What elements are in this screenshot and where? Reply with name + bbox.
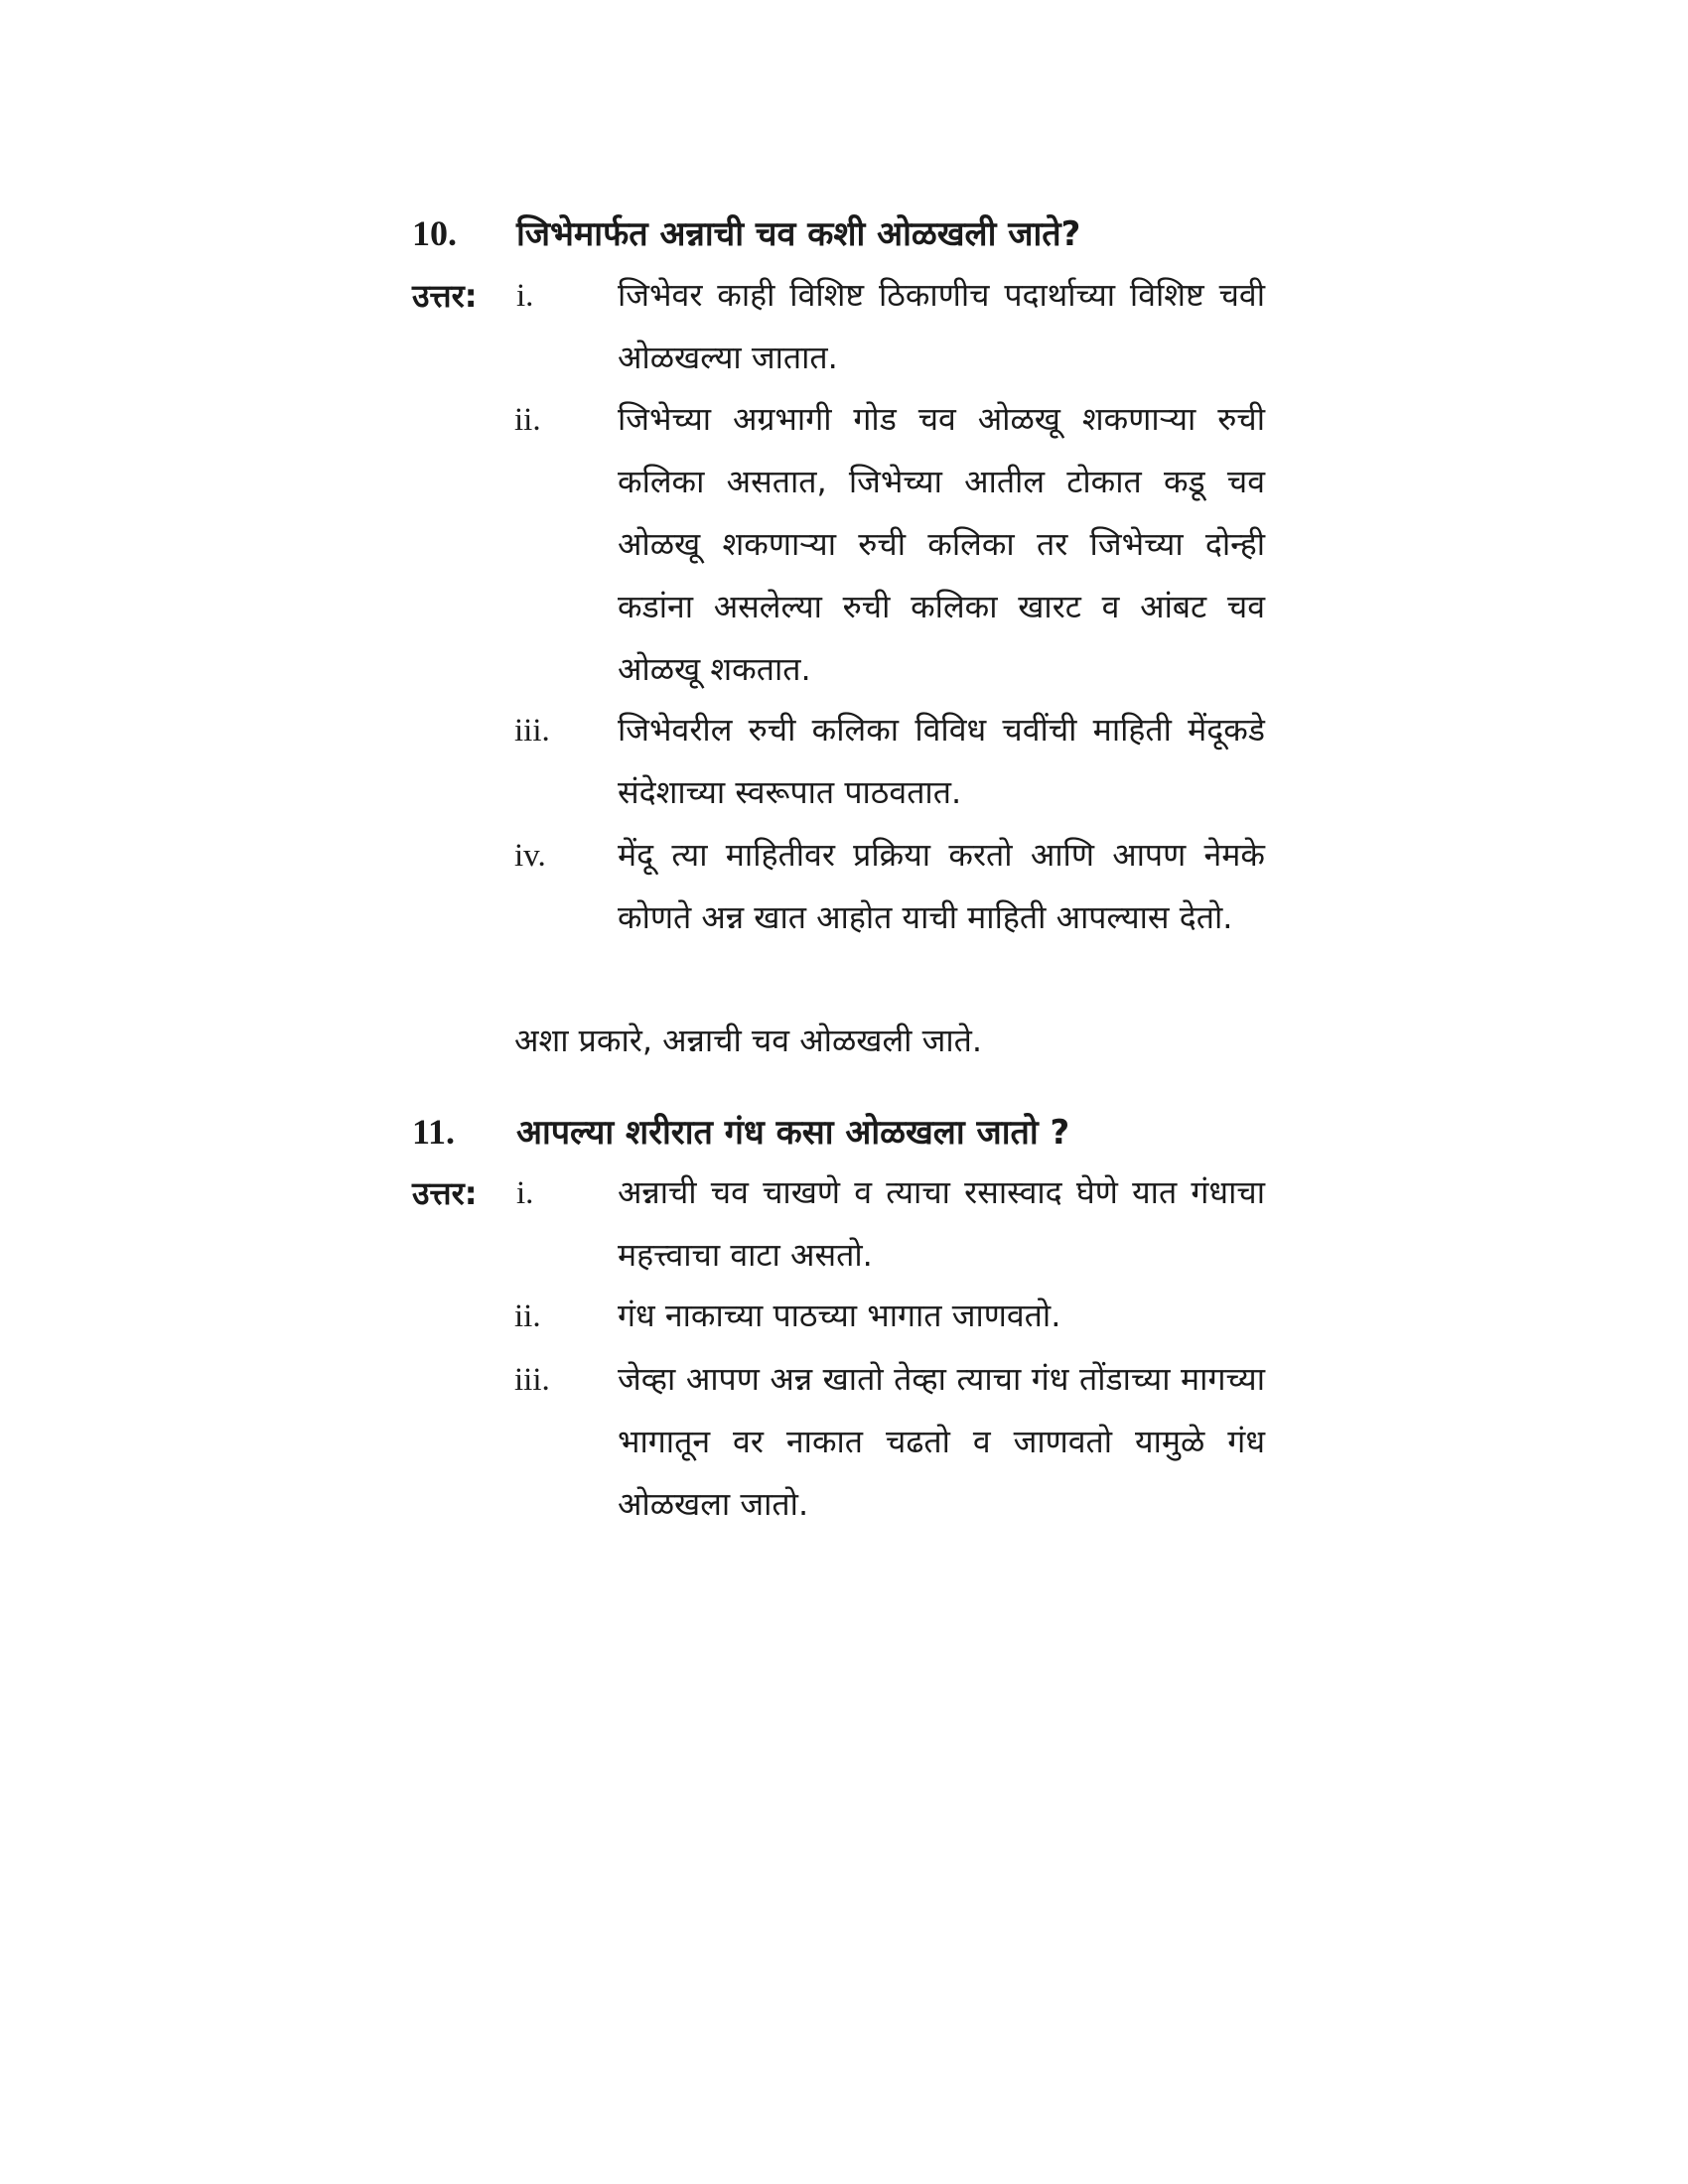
question-number: 10. bbox=[412, 213, 457, 253]
answer-label: उत्तर: bbox=[412, 277, 478, 315]
answer-item: जिभेवर काही विशिष्ट ठिकाणीच पदार्थाच्या विशिष्ट चवी ओळखल्या जातात. bbox=[618, 276, 1265, 376]
item-numeral: iv. bbox=[514, 838, 546, 874]
answer-item: मेंदू त्या माहितीवर प्रक्रिया करतो आणि आपण नेमके कोणते अन्न खात आहोत याची माहिती आपल्यास देतो. bbox=[618, 836, 1265, 936]
item-numeral: i. bbox=[516, 1175, 534, 1211]
question-text: आपल्या शरीरात गंध कसा ओळखला जातो ? bbox=[516, 1113, 1070, 1153]
answer-item: जेव्हा आपण अन्न खातो तेव्हा त्याचा गंध तोंडाच्या मागच्या भागातून वर नाकात चढतो व जाणवतो यामुळे गंध ओळखला जातो. bbox=[618, 1360, 1265, 1523]
answer-item: अन्नाची चव चाखणे व त्याचा रसास्वाद घेणे यात गंधाचा महत्त्वाचा वाटा असतो. bbox=[618, 1173, 1265, 1274]
item-numeral: iii. bbox=[514, 713, 550, 749]
answer-item: गंध नाकाच्या पाठच्या भागात जाणवतो. bbox=[618, 1297, 1061, 1334]
answer-item: जिभेच्या अग्रभागी गोड चव ओळखू शकणाऱ्या रुची कलिका असतात, जिभेच्या आतील टोकात कडू चव ओळखू शकणाऱ्या रुची कलिका तर जिभेच्या दोन्ही कडांना असलेल्या रुची कलिका खारट व आंबट चव ओळखू शकतात. bbox=[618, 400, 1265, 688]
question-text: जिभेमार्फत अन्नाची चव कशी ओळखली जाते? bbox=[516, 214, 1081, 254]
answer-conclusion: अशा प्रकारे, अन्नाची चव ओळखली जाते. bbox=[514, 1022, 983, 1059]
answer-label: उत्तर: bbox=[412, 1174, 478, 1212]
question-10 bbox=[412, 204, 1286, 264]
item-numeral: iii. bbox=[514, 1362, 550, 1398]
item-numeral: ii. bbox=[514, 1298, 541, 1334]
answer-item: जिभेवरील रुची कलिका विविध चवींची माहिती मेंदूकडे संदेशाच्या स्वरूपात पाठवतात. bbox=[618, 711, 1265, 811]
item-numeral: ii. bbox=[514, 402, 541, 438]
question-number: 11. bbox=[412, 1112, 456, 1152]
item-numeral: i. bbox=[516, 278, 534, 314]
question-11 bbox=[412, 1102, 1286, 1162]
